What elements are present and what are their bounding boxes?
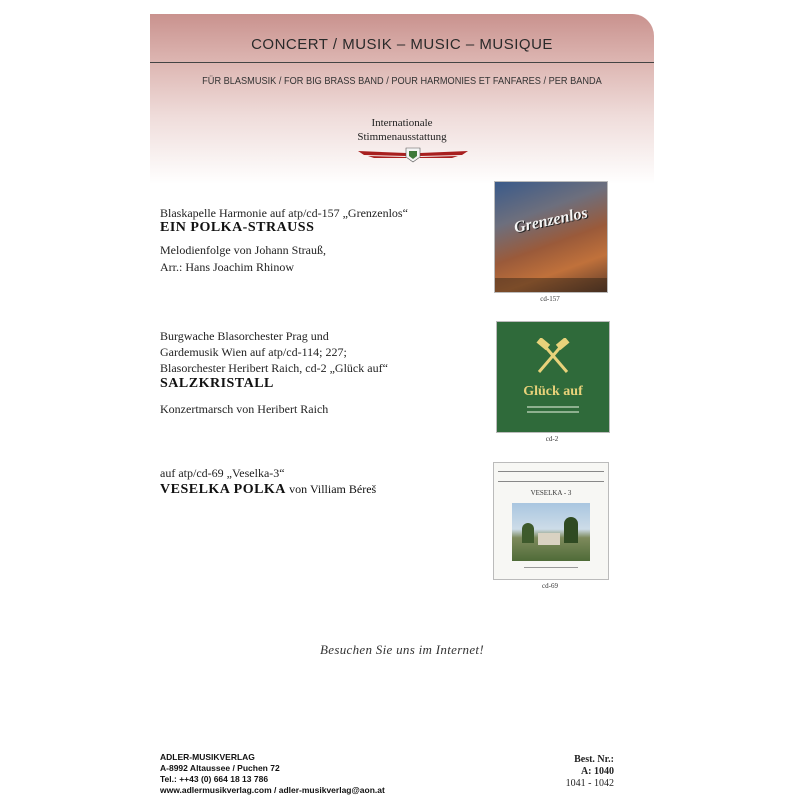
intl-label bbox=[150, 116, 654, 144]
publisher-web-link[interactable]: www.adlermusikverlag.com / adler-musikverlag@aon.at bbox=[160, 785, 385, 795]
entry-1-desc-2: Arr.: Hans Joachim Rhinow bbox=[160, 260, 294, 274]
cover-cd-2-line-2 bbox=[527, 411, 579, 413]
entry-1-desc-1: Melodienfolge von Johann Strauß, bbox=[160, 243, 326, 257]
cover-cd-157-title: Grenzenlos bbox=[512, 204, 590, 237]
entry-2-title: SALZKRISTALL bbox=[160, 376, 274, 391]
entry-2-desc-1: Konzertmarsch von Heribert Raich bbox=[160, 402, 329, 416]
order-label: Best. Nr.: bbox=[574, 754, 614, 765]
cover-cd-69-photo bbox=[512, 503, 590, 561]
sheet bbox=[150, 14, 654, 800]
intl-line-2: Stimmenausstattung bbox=[357, 131, 447, 143]
order-range: 1041 - 1042 bbox=[565, 778, 614, 789]
publisher-address: A-8992 Altaussee / Puchen 72 bbox=[160, 763, 280, 773]
publisher-name: ADLER-MUSIKVERLAG bbox=[160, 752, 255, 762]
cover-cd-157-strip bbox=[495, 278, 607, 292]
header-divider bbox=[150, 62, 654, 63]
cover-cd-2-caption: cd-2 bbox=[545, 435, 559, 443]
publisher-tel: Tel.: ++43 (0) 664 18 13 786 bbox=[160, 774, 269, 784]
cover-cd-2-line-1 bbox=[527, 406, 579, 408]
cover-cd-157 bbox=[494, 181, 608, 293]
entry-3-title-main: VESELKA POLKA bbox=[160, 482, 286, 497]
cover-cd-2-title: Glück auf bbox=[523, 384, 583, 399]
entry-3-title bbox=[160, 482, 376, 498]
order-number: A: 1040 bbox=[580, 766, 614, 777]
intl-line-1: Internationale bbox=[371, 117, 433, 129]
page-subtitle: FÜR BLASMUSIK / FOR BIG BRASS BAND / POUR HARMONIES ET FANFARES / PER BANDA bbox=[202, 76, 602, 87]
entry-1-title: EIN POLKA-STRAUSS bbox=[160, 220, 315, 235]
entry-2-recording-1: Burgwache Blasorchester Prag und bbox=[160, 329, 329, 343]
entry-2-recording-2: Gardemusik Wien auf atp/cd-114; 227; bbox=[160, 345, 347, 359]
cover-cd-69-tree-1 bbox=[522, 523, 534, 543]
cover-cd-69-caption: cd-69 bbox=[542, 582, 558, 590]
cover-cd-157-caption: cd-157 bbox=[540, 295, 560, 303]
cover-cd-69-rule-2 bbox=[498, 481, 604, 482]
cover-cd-69-rule-1 bbox=[498, 471, 604, 472]
eagle-emblem-icon bbox=[356, 145, 470, 163]
cover-cd-69 bbox=[493, 462, 609, 580]
cover-cd-69-title: VESELKA - 3 bbox=[530, 489, 572, 497]
entry-3-recording: auf atp/cd-69 „Veselka-3“ bbox=[160, 466, 285, 480]
cover-cd-69-rule-3 bbox=[524, 567, 578, 568]
internet-notice: Besuchen Sie uns im Internet! bbox=[320, 642, 484, 657]
entry-1-recording: Blaskapelle Harmonie auf atp/cd-157 „Grenzenlos“ bbox=[160, 206, 408, 220]
cover-cd-69-house bbox=[538, 533, 560, 545]
page-title: CONCERT / MUSIK – MUSIC – MUSIQUE bbox=[251, 36, 553, 53]
entry-3-title-suffix: von Villiam Béreš bbox=[289, 482, 377, 496]
publisher-block bbox=[160, 752, 385, 796]
entry-2-recording-3: Blasorchester Heribert Raich, cd-2 „Glück auf“ bbox=[160, 361, 388, 375]
cover-cd-69-tree-2 bbox=[564, 517, 578, 543]
order-block bbox=[566, 754, 614, 790]
cover-cd-2 bbox=[496, 321, 610, 433]
hammer-and-pick-icon bbox=[533, 338, 573, 376]
